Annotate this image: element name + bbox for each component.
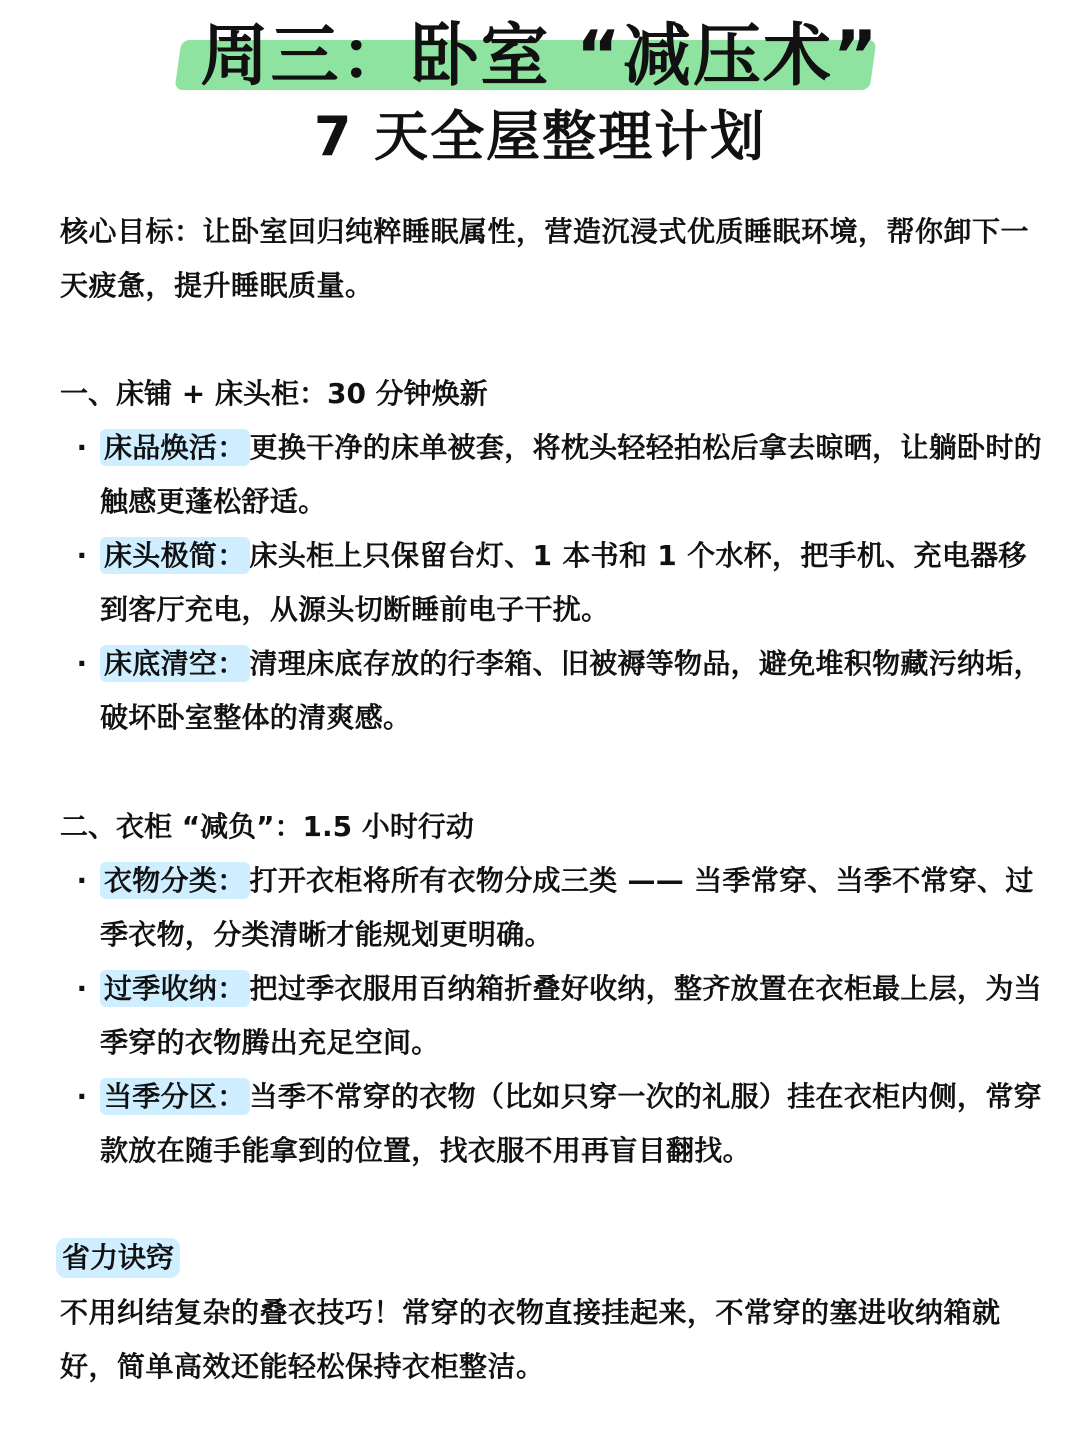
bullet-dot: · xyxy=(76,864,88,897)
section-1-heading: 一、床铺 + 床头柜：30 分钟焕新 xyxy=(60,377,488,410)
bullet-dot: · xyxy=(76,539,88,572)
item-tag: 床品焕活： xyxy=(100,429,250,466)
item-text: 当季不常穿的衣物（比如只穿一次的礼服）挂在衣柜内侧，常穿款放在随手能拿到的位置，找衣服不用再盲目翻找。 xyxy=(100,1080,1042,1167)
list-item xyxy=(72,637,1042,745)
item-text: 打开衣柜将所有衣物分成三类 —— 当季常穿、当季不常穿、过季衣物，分类清晰才能规划更明确。 xyxy=(100,864,1034,951)
item-tag: 床底清空： xyxy=(100,645,250,682)
list-item xyxy=(72,1070,1042,1178)
item-tag: 床头极简： xyxy=(100,537,250,574)
item-text: 更换干净的床单被套，将枕头轻轻拍松后拿去晾晒，让躺卧时的触感更蓬松舒适。 xyxy=(100,431,1042,518)
tip-text: 不用纠结复杂的叠衣技巧！常穿的衣物直接挂起来，不常穿的塞进收纳箱就好，简单高效还能轻松保持衣柜整洁。 xyxy=(60,1296,1001,1383)
item-text: 把过季衣服用百纳箱折叠好收纳，整齐放置在衣柜最上层，为当季穿的衣物腾出充足空间。 xyxy=(100,972,1042,1059)
tip-label: 省力诀窍 xyxy=(56,1238,180,1278)
item-tag: 当季分区： xyxy=(100,1078,250,1115)
item-tag: 衣物分类： xyxy=(100,862,250,899)
bullet-dot: · xyxy=(76,1080,88,1113)
page-title: 周三：卧室 “减压术” xyxy=(200,17,880,96)
section-1-list xyxy=(72,421,1042,745)
item-text: 清理床底存放的行李箱、旧被褥等物品，避免堆积物藏污纳垢，破坏卧室整体的清爽感。 xyxy=(100,647,1042,734)
item-tag: 过季收纳： xyxy=(100,970,250,1007)
section-2-heading: 二、衣柜 “减负”：1.5 小时行动 xyxy=(60,810,474,843)
bullet-dot: · xyxy=(76,972,88,1005)
list-item xyxy=(72,854,1042,962)
title-block xyxy=(0,18,1080,96)
list-item xyxy=(72,421,1042,529)
list-item xyxy=(72,529,1042,637)
subtitle-block xyxy=(0,102,1080,172)
page-subtitle: 7 天全屋整理计划 xyxy=(313,105,767,168)
item-text: 床头柜上只保留台灯、1 本书和 1 个水杯，把手机、充电器移到客厅充电，从源头切断睡前电子干扰。 xyxy=(100,539,1027,626)
bullet-dot: · xyxy=(76,431,88,464)
section-2-list xyxy=(72,854,1042,1178)
bullet-dot: · xyxy=(76,647,88,680)
core-goal: 核心目标：让卧室回归纯粹睡眠属性，营造沉浸式优质睡眠环境，帮你卸下一天疲惫，提升睡眠质量。 xyxy=(60,215,1030,302)
list-item xyxy=(72,962,1042,1070)
